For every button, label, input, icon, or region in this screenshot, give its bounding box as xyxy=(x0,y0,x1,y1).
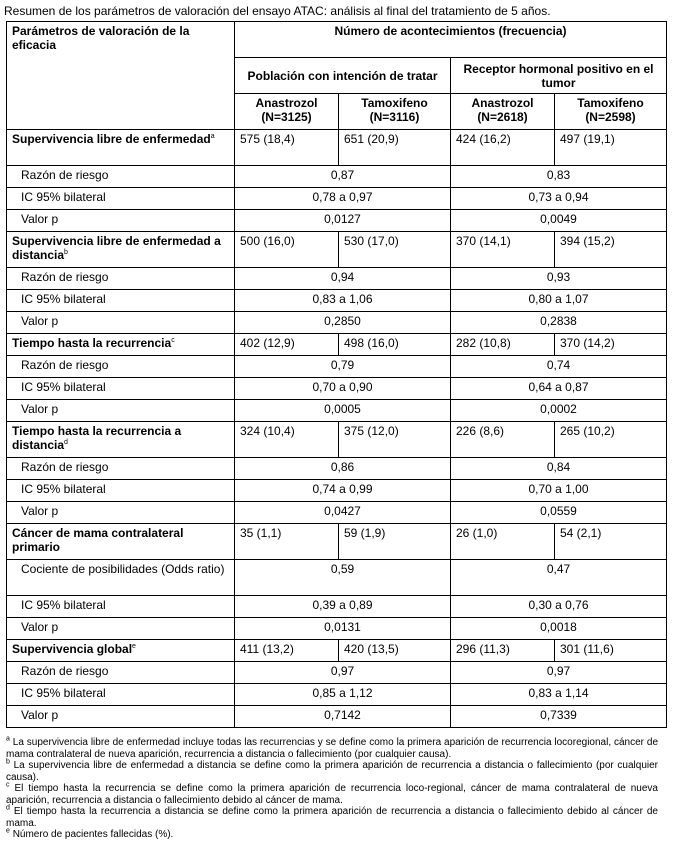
event-count-cell: 26 (1,0) xyxy=(451,524,555,560)
arm-header-4 xyxy=(555,94,667,130)
stat-row xyxy=(7,560,667,596)
hr-stat-value: 0,80 a 1,07 xyxy=(451,290,667,312)
stat-label: Razón de riesgo xyxy=(7,268,235,290)
hr-stat-value: 0,73 a 0,94 xyxy=(451,188,667,210)
hr-stat-value: 0,93 xyxy=(451,268,667,290)
itt-stat-value: 0,79 xyxy=(235,356,451,378)
footnote-marker: b xyxy=(64,249,68,256)
footnote-text: El tiempo hasta la recurrencia se define como la primera aparición de recurrencia loco-regional, cáncer de mama contralateral de nueva aparición, recurrencia a distancia o fallecimiento debido al cáncer de mama. xyxy=(6,783,658,806)
event-count-cell: 394 (15,2) xyxy=(555,232,667,268)
stat-row xyxy=(7,210,667,232)
event-count-cell: 59 (1,9) xyxy=(339,524,451,560)
itt-header: Población con intención de tratar xyxy=(235,58,451,94)
footnote-text: La supervivencia libre de enfermedad incluye todas las recurrencias y se define como la primera aparición de recurrencia locoregional, cáncer de mama contralateral de nueva aparición, recurrencia a distancia o fallecimiento (por cualquier causa). xyxy=(6,737,659,760)
itt-stat-value: 0,0427 xyxy=(235,502,451,524)
itt-stat-value: 0,83 a 1,06 xyxy=(235,290,451,312)
arm-name: Tamoxifeno xyxy=(361,96,428,110)
stat-label: Valor p xyxy=(7,618,235,640)
footnote xyxy=(6,806,658,829)
atac-results-table xyxy=(6,21,667,728)
hr-stat-value: 0,70 a 1,00 xyxy=(451,480,667,502)
hr-stat-value: 0,0559 xyxy=(451,502,667,524)
hr-stat-value: 0,83 xyxy=(451,166,667,188)
arm-n: (N=2598) xyxy=(585,110,636,124)
itt-stat-value: 0,74 a 0,99 xyxy=(235,480,451,502)
stat-label: Valor p xyxy=(7,706,235,728)
footnote-marker: a xyxy=(6,735,10,743)
itt-stat-value: 0,59 xyxy=(235,560,451,596)
hr-stat-value: 0,7339 xyxy=(451,706,667,728)
stat-label: IC 95% bilateral xyxy=(7,480,235,502)
footnote-marker: e xyxy=(132,643,136,650)
event-count-cell: 296 (11,3) xyxy=(451,640,555,662)
footnote-text: Número de pacientes fallecidas (%). xyxy=(12,829,174,840)
footnote-marker: c xyxy=(171,337,175,344)
stat-label: Valor p xyxy=(7,210,235,232)
stat-label: IC 95% bilateral xyxy=(7,290,235,312)
itt-stat-value: 0,0131 xyxy=(235,618,451,640)
hr-stat-value: 0,84 xyxy=(451,458,667,480)
arm-name: Anastrozol xyxy=(471,96,534,110)
stat-label: IC 95% bilateral xyxy=(7,188,235,210)
stat-row xyxy=(7,684,667,706)
arm-name: Anastrozol xyxy=(255,96,318,110)
arm-name: Tamoxifeno xyxy=(577,96,644,110)
table-caption: Resumen de los parámetros de valoración del ensayo ATAC: análisis al final del tratamiento de 5 años. xyxy=(4,4,551,18)
event-count-cell: 424 (16,2) xyxy=(451,130,555,166)
hr-stat-value: 0,64 a 0,87 xyxy=(451,378,667,400)
stat-row xyxy=(7,458,667,480)
stat-row xyxy=(7,188,667,210)
stat-label: Razón de riesgo xyxy=(7,166,235,188)
section-row xyxy=(7,232,667,268)
section-title xyxy=(7,640,235,662)
hr-stat-value: 0,83 a 1,14 xyxy=(451,684,667,706)
event-count-cell: 301 (11,6) xyxy=(555,640,667,662)
hr-stat-value: 0,97 xyxy=(451,662,667,684)
stat-row xyxy=(7,312,667,334)
stat-row xyxy=(7,166,667,188)
section-title-text: Cáncer de mama contralateral primario xyxy=(12,526,184,554)
section-row xyxy=(7,640,667,662)
itt-stat-value: 0,87 xyxy=(235,166,451,188)
event-count-cell: 530 (17,0) xyxy=(339,232,451,268)
section-title-text: Tiempo hasta la recurrencia xyxy=(12,336,172,350)
event-count-cell: 411 (13,2) xyxy=(235,640,339,662)
stat-label: Razón de riesgo xyxy=(7,356,235,378)
arm-header-2 xyxy=(339,94,451,130)
header-row-1 xyxy=(7,22,667,58)
stat-label: Razón de riesgo xyxy=(7,662,235,684)
stat-label: IC 95% bilateral xyxy=(7,378,235,400)
footnote-marker: d xyxy=(64,439,68,446)
stat-label: Razón de riesgo xyxy=(7,458,235,480)
hr-stat-value: 0,30 a 0,76 xyxy=(451,596,667,618)
footnote-text: La supervivencia libre de enfermedad a distancia se define como la primera aparición de recurrencia a distancia o fallecimiento (por cualquier causa). xyxy=(6,760,659,783)
itt-stat-value: 0,78 a 0,97 xyxy=(235,188,451,210)
event-count-cell: 35 (1,1) xyxy=(235,524,339,560)
event-count-cell: 324 (10,4) xyxy=(235,422,339,458)
arm-n: (N=2618) xyxy=(477,110,528,124)
arm-n: (N=3125) xyxy=(261,110,312,124)
itt-stat-value: 0,39 a 0,89 xyxy=(235,596,451,618)
event-count-cell: 370 (14,1) xyxy=(451,232,555,268)
hr-stat-value: 0,0018 xyxy=(451,618,667,640)
event-count-cell: 420 (13,5) xyxy=(339,640,451,662)
footnote-marker: d xyxy=(6,804,10,812)
event-count-cell: 282 (10,8) xyxy=(451,334,555,356)
arm-header-3 xyxy=(451,94,555,130)
footnote-marker: c xyxy=(6,781,10,789)
stat-row xyxy=(7,596,667,618)
itt-stat-value: 0,97 xyxy=(235,662,451,684)
section-title xyxy=(7,334,235,356)
itt-stat-value: 0,70 a 0,90 xyxy=(235,378,451,400)
event-count-cell: 651 (20,9) xyxy=(339,130,451,166)
stat-label: Valor p xyxy=(7,502,235,524)
section-title-text: Supervivencia global xyxy=(12,642,133,656)
footnote xyxy=(6,737,658,760)
stat-label: IC 95% bilateral xyxy=(7,596,235,618)
event-count-cell: 226 (8,6) xyxy=(451,422,555,458)
section-row xyxy=(7,334,667,356)
stat-row xyxy=(7,706,667,728)
event-count-cell: 375 (12,0) xyxy=(339,422,451,458)
stat-row xyxy=(7,290,667,312)
event-count-cell: 265 (10,2) xyxy=(555,422,667,458)
stat-row xyxy=(7,502,667,524)
itt-stat-value: 0,94 xyxy=(235,268,451,290)
itt-stat-value: 0,86 xyxy=(235,458,451,480)
footnotes xyxy=(6,737,658,841)
footnote-marker: e xyxy=(6,827,10,835)
hr-positive-header: Receptor hormonal positivo en el tumor xyxy=(451,58,667,94)
itt-stat-value: 0,2850 xyxy=(235,312,451,334)
table-body xyxy=(7,22,667,728)
section-title xyxy=(7,232,235,268)
event-count-cell: 402 (12,9) xyxy=(235,334,339,356)
hr-stat-value: 0,74 xyxy=(451,356,667,378)
event-count-cell: 54 (2,1) xyxy=(555,524,667,560)
param-header: Parámetros de valoración de la eficacia xyxy=(7,22,235,130)
arm-n: (N=3116) xyxy=(369,110,420,124)
section-row xyxy=(7,422,667,458)
itt-stat-value: 0,0005 xyxy=(235,400,451,422)
section-row xyxy=(7,130,667,166)
itt-stat-value: 0,85 a 1,12 xyxy=(235,684,451,706)
events-header: Número de acontecimientos (frecuencia) xyxy=(235,22,667,58)
stat-row xyxy=(7,480,667,502)
itt-stat-value: 0,0127 xyxy=(235,210,451,232)
footnote xyxy=(6,829,658,841)
hr-stat-value: 0,0049 xyxy=(451,210,667,232)
stat-row xyxy=(7,618,667,640)
section-title-text: Tiempo hasta la recurrencia a distancia xyxy=(12,424,182,452)
section-title-text: Supervivencia libre de enfermedad a distancia xyxy=(12,234,221,262)
hr-stat-value: 0,2838 xyxy=(451,312,667,334)
stat-label: Valor p xyxy=(7,312,235,334)
stat-label: IC 95% bilateral xyxy=(7,684,235,706)
footnote xyxy=(6,783,658,806)
event-count-cell: 575 (18,4) xyxy=(235,130,339,166)
section-title xyxy=(7,524,235,560)
event-count-cell: 500 (16,0) xyxy=(235,232,339,268)
section-title xyxy=(7,422,235,458)
footnote-text: El tiempo hasta la recurrencia a distancia se define como la primera aparición de recurrencia a distancia o fallecimiento debido al cáncer de mama. xyxy=(6,806,658,829)
stat-row xyxy=(7,378,667,400)
footnote xyxy=(6,760,658,783)
section-title xyxy=(7,130,235,166)
hr-stat-value: 0,47 xyxy=(451,560,667,596)
stat-row xyxy=(7,662,667,684)
footnote-marker: b xyxy=(6,758,10,766)
footnote-marker: a xyxy=(210,133,215,140)
stat-row xyxy=(7,268,667,290)
stat-label: Cociente de posibilidades (Odds ratio) xyxy=(7,560,235,596)
event-count-cell: 497 (19,1) xyxy=(555,130,667,166)
stat-row xyxy=(7,356,667,378)
stat-label: Valor p xyxy=(7,400,235,422)
hr-stat-value: 0,0002 xyxy=(451,400,667,422)
section-title-text: Supervivencia libre de enfermedad xyxy=(12,132,211,146)
event-count-cell: 498 (16,0) xyxy=(339,334,451,356)
itt-stat-value: 0,7142 xyxy=(235,706,451,728)
arm-header-1 xyxy=(235,94,339,130)
event-count-cell: 370 (14,2) xyxy=(555,334,667,356)
stat-row xyxy=(7,400,667,422)
section-row xyxy=(7,524,667,560)
